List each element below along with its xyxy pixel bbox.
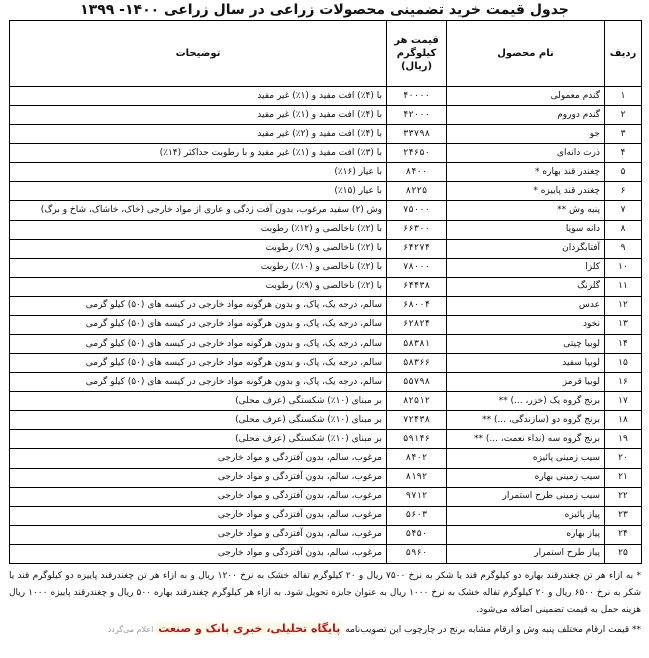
table-row: [10, 449, 642, 468]
table-row: [10, 411, 642, 430]
footnote-cotton-rice: [9, 620, 641, 637]
cell-row-number: ۵: [605, 163, 642, 182]
cell-product-name: چغندر قند بهاره *: [447, 163, 605, 182]
cell-price: ۶۴۲۷۴: [387, 239, 447, 258]
cell-description: بر مبنای (۱۰٪) شکستگی (عرف محلی): [10, 392, 387, 411]
cell-product-name: پیاز بهاره: [447, 525, 605, 544]
cell-description: مرغوب، سالم، بدون آفتزدگی و مواد خارجی: [10, 487, 387, 506]
cell-description: مرغوب، سالم، بدون آفتزدگی و مواد خارجی: [10, 468, 387, 487]
table-row: [10, 87, 642, 106]
cell-price: ۸۱۹۲: [387, 468, 447, 487]
cell-price: ۵۵۷۹۸: [387, 373, 447, 392]
brand-watermark: پایگاه تحلیلی، خبری بانک و صنعت: [158, 622, 341, 635]
table-row: [10, 544, 642, 563]
footnote-cotton-rice-text: ** قیمت ارقام مختلف پنبه وش و ارقام مشابه برنج در چارچوب این تصویب‌نامه: [345, 625, 641, 635]
cell-row-number: ۱۲: [605, 296, 642, 315]
cell-row-number: ۲۱: [605, 468, 642, 487]
page-title: جدول قیمت خرید تضمینی محصولات زراعی در سال زراعی ۱۴۰۰- ۱۳۹۹: [80, 2, 569, 18]
table-row: [10, 506, 642, 525]
footnote-faint-end: اعلام می‌گردد: [107, 625, 154, 634]
cell-product-name: چغندر قند پاییزه *: [447, 182, 605, 201]
cell-price: ۳۳۷۹۸: [387, 125, 447, 144]
cell-product-name: دانه سویا: [447, 220, 605, 239]
cell-row-number: ۱۵: [605, 354, 642, 373]
table-row: [10, 125, 642, 144]
cell-row-number: ۱: [605, 87, 642, 106]
cell-row-number: ۱۷: [605, 392, 642, 411]
cell-description: با عیار (۱۶٪): [10, 163, 387, 182]
cell-price: ۸۴۰۰: [387, 163, 447, 182]
cell-price: ۶۶۳۰۰: [387, 220, 447, 239]
cell-description: با (۲٪) ناخالصی و (۱۲٪) رطوبت: [10, 220, 387, 239]
cell-price: ۵۸۳۸۱: [387, 335, 447, 354]
cell-price: ۶۲۸۲۴: [387, 315, 447, 334]
table-row: [10, 296, 642, 315]
cell-price: ۲۴۶۵۰: [387, 144, 447, 163]
cell-price: ۶۴۴۳۸: [387, 277, 447, 296]
table-row: [10, 468, 642, 487]
cell-description: سالم، درجه یک، پاک، و بدون هرگونه مواد خارجی در کیسه های (۵۰) کیلو گرمی: [10, 296, 387, 315]
table-row: [10, 430, 642, 449]
cell-price: ۷۸۰۰۰: [387, 258, 447, 277]
cell-description: با (۴٪) افت مفید و (۲٪) غیر مفید: [10, 125, 387, 144]
cell-description: مرغوب، سالم، بدون آفتزدگی و مواد خارجی: [10, 544, 387, 563]
table-row: [10, 315, 642, 334]
cell-row-number: ۱۰: [605, 258, 642, 277]
cell-product-name: پنبه وش **: [447, 201, 605, 220]
table-row: [10, 335, 642, 354]
cell-product-name: سیب زمینی طرح استمرار: [447, 487, 605, 506]
cell-product-name: عدس: [447, 296, 605, 315]
cell-product-name: جو: [447, 125, 605, 144]
cell-product-name: پیاز طرح استمرار: [447, 544, 605, 563]
cell-description: با (۴٪) افت مفید و (۱٪) غیر مفید: [10, 87, 387, 106]
table-body: [10, 87, 642, 564]
header-description: توضیحات: [10, 21, 387, 87]
cell-description: با (۲٪) ناخالصی و (۹٪) رطوبت: [10, 277, 387, 296]
price-table: [9, 20, 642, 564]
cell-description: مرغوب، سالم، بدون آفتزدگی و مواد خارجی: [10, 449, 387, 468]
cell-product-name: لوبیا چیتی: [447, 335, 605, 354]
cell-row-number: ۱۳: [605, 315, 642, 334]
cell-row-number: ۲۳: [605, 506, 642, 525]
cell-description: سالم، درجه یک، پاک، و بدون هرگونه مواد خارجی در کیسه های (۵۰) کیلو گرمی: [10, 373, 387, 392]
cell-row-number: ۲۴: [605, 525, 642, 544]
cell-description: بر مبنای (۱۰٪) شکستگی (عرف محلی): [10, 430, 387, 449]
cell-product-name: برنج گروه سه (نداء نعمت، ...) **: [447, 430, 605, 449]
cell-description: با (۴٪) افت مفید و (۱٪) غیر مفید: [10, 106, 387, 125]
cell-description: سالم، درجه یک، پاک، و بدون هرگونه مواد خارجی در کیسه های (۵۰) کیلو گرمی: [10, 315, 387, 334]
table-row: [10, 106, 642, 125]
cell-description: مرغوب، سالم، بدون آفتزدگی و مواد خارجی: [10, 525, 387, 544]
cell-price: ۸۲۵۱۲: [387, 392, 447, 411]
cell-row-number: ۱۹: [605, 430, 642, 449]
cell-description: وش (۲) سفید مرغوب، بدون آفت زدگی و عاری از مواد خارجی (خاک، خاشاک، شاخ و برگ): [10, 201, 387, 220]
table-row: [10, 163, 642, 182]
cell-description: با (۳٪) افت مفید و (۱٪) غیر مفید و با رطوبت حداکثر (۱۴٪): [10, 144, 387, 163]
cell-description: با (۲٪) ناخالصی و (۹٪) رطوبت: [10, 239, 387, 258]
table-row: [10, 182, 642, 201]
header-price-line1: قیمت هر: [394, 35, 439, 46]
header-price-line2: کیلوگرم: [396, 48, 437, 59]
cell-row-number: ۱۴: [605, 335, 642, 354]
cell-row-number: ۸: [605, 220, 642, 239]
cell-row-number: ۲۲: [605, 487, 642, 506]
cell-price: ۵۹۱۴۶: [387, 430, 447, 449]
cell-product-name: ذرت دانه‌ای: [447, 144, 605, 163]
cell-product-name: گلرنگ: [447, 277, 605, 296]
cell-row-number: ۲۰: [605, 449, 642, 468]
cell-price: ۷۵۰۰۰: [387, 201, 447, 220]
cell-description: با عیار (۱۵٪): [10, 182, 387, 201]
cell-row-number: ۱۱: [605, 277, 642, 296]
cell-row-number: ۱۶: [605, 373, 642, 392]
footnote-sugar-beet: * به ازاء هر تن چغندرقند بهاره دو کیلوگرم قند یا شکر به نرخ ۷۵۰۰ ریال و ۲۰ کیلوگرم تفاله خشک به نرخ ۱۲۰۰ ریال و به ازاء هر تن چغندرقند پاییزه دو کیلوگرم قند یا شکر به نرخ ۶۵۰۰ ریال و ۲۰ کیلوگرم تفاله خشک به نرخ ۱۰۰۰ ریال به عنوان جایزه تحویل شود. به ازاء هر کیلوگرم چغندرقند بهاره ۵۰۰ ریال و چغندرقند پاییزه ۱۰۰۰ ریال هزینه حمل به قیمت تضمینی اضافه می‌شود.: [9, 571, 641, 615]
cell-product-name: سیب زمینی پائیزه: [447, 449, 605, 468]
cell-description: سالم، درجه یک، پاک، و بدون هرگونه مواد خارجی در کیسه های (۵۰) کیلو گرمی: [10, 354, 387, 373]
cell-product-name: سیب زمینی بهاره: [447, 468, 605, 487]
cell-description: مرغوب، سالم، بدون آفتزدگی و مواد خارجی: [10, 506, 387, 525]
cell-product-name: لوبیا قرمز: [447, 373, 605, 392]
header-product-name: نام محصول: [447, 21, 605, 87]
table-row: [10, 144, 642, 163]
cell-product-name: کلزا: [447, 258, 605, 277]
table-row: [10, 258, 642, 277]
cell-row-number: ۲۵: [605, 544, 642, 563]
header-price: [387, 21, 447, 87]
cell-price: ۵۶۰۳: [387, 506, 447, 525]
cell-row-number: ۳: [605, 125, 642, 144]
cell-price: ۷۲۴۳۸: [387, 411, 447, 430]
footnotes: [9, 568, 641, 637]
cell-product-name: برنج گروه دو (سازندگی، ...) **: [447, 411, 605, 430]
cell-price: ۹۷۱۲: [387, 487, 447, 506]
cell-row-number: ۲: [605, 106, 642, 125]
cell-price: ۸۲۲۵: [387, 182, 447, 201]
cell-product-name: پیاز پائیزه: [447, 506, 605, 525]
cell-row-number: ۷: [605, 201, 642, 220]
table-header-row: [10, 21, 642, 87]
cell-row-number: ۹: [605, 239, 642, 258]
cell-price: ۶۸۰۰۴: [387, 296, 447, 315]
cell-row-number: ۱۸: [605, 411, 642, 430]
cell-product-name: نخود: [447, 315, 605, 334]
cell-product-name: برنج گروه یک (خزر، ...) **: [447, 392, 605, 411]
cell-price: ۵۴۵۰: [387, 525, 447, 544]
cell-price: ۸۴۰۲: [387, 449, 447, 468]
table-row: [10, 201, 642, 220]
table-row: [10, 277, 642, 296]
cell-product-name: گندم معمولی: [447, 87, 605, 106]
table-row: [10, 392, 642, 411]
table-row: [10, 373, 642, 392]
cell-price: ۴۲۰۰۰: [387, 106, 447, 125]
header-row-number: ردیف: [605, 21, 642, 87]
table-row: [10, 239, 642, 258]
cell-product-name: لوبیا سفید: [447, 354, 605, 373]
table-row: [10, 525, 642, 544]
table-row: [10, 487, 642, 506]
cell-description: با (۲٪) ناخالصی و (۱۰٪) رطوبت: [10, 258, 387, 277]
cell-product-name: گندم دوروم: [447, 106, 605, 125]
cell-row-number: ۶: [605, 182, 642, 201]
cell-price: ۵۹۶۰: [387, 544, 447, 563]
cell-description: بر مبنای (۱۰٪) شکستگی (عرف محلی): [10, 411, 387, 430]
table-row: [10, 220, 642, 239]
cell-row-number: ۴: [605, 144, 642, 163]
cell-price: ۵۸۳۶۶: [387, 354, 447, 373]
cell-price: ۴۰۰۰۰: [387, 87, 447, 106]
cell-product-name: آفتابگردان: [447, 239, 605, 258]
cell-description: سالم، درجه یک، پاک، و بدون هرگونه مواد خارجی در کیسه های (۵۰) کیلو گرمی: [10, 335, 387, 354]
header-price-line3: (ریال): [400, 61, 433, 72]
table-row: [10, 354, 642, 373]
